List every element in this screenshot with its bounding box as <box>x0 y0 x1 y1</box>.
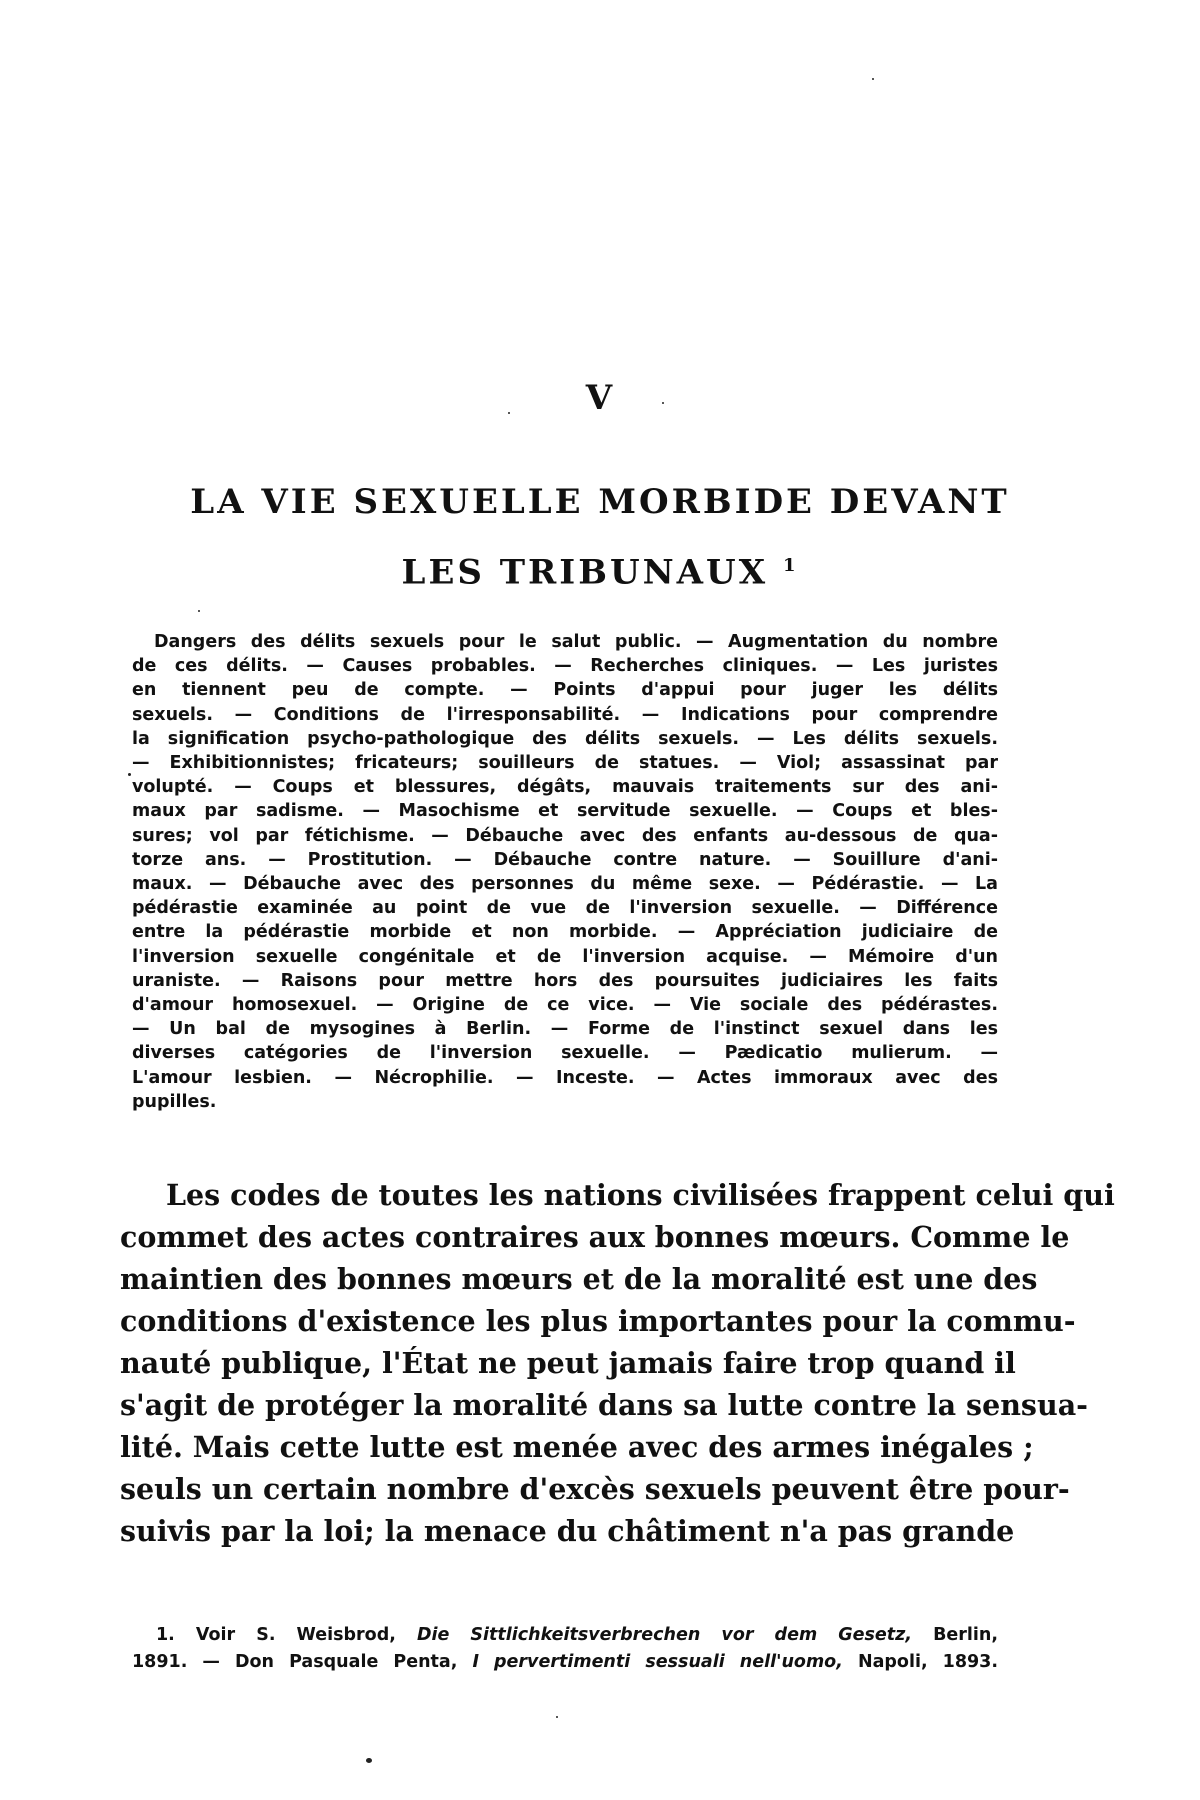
summary-line: pédérastie examinée au point de vue de l'inversion sexuelle. — Différence <box>132 898 998 919</box>
summary-line: sexuels. — Conditions de l'irresponsabilité. — Indications pour comprendre <box>132 704 998 725</box>
body-line: conditions d'existence les plus importantes pour la commu- <box>120 1304 1076 1338</box>
summary-line: torze ans. — Prostitution. — Débauche contre nature. — Souillure d'ani- <box>132 849 998 870</box>
footnote-text: Napoli, 1893. <box>857 1652 999 1672</box>
summary-line: l'inversion sexuelle congénitale et de l'inversion acquise. — Mémoire d'un <box>132 946 998 967</box>
footnote-marker: 1 <box>782 555 799 576</box>
body-line: lité. Mais cette lutte est menée avec des armes inégales ; <box>120 1430 1034 1464</box>
body-line: suivis par la loi; la menace du châtiment n'a pas grande <box>120 1514 1015 1548</box>
footnote <box>132 1622 998 1676</box>
body-line: Les codes de toutes les nations civilisées frappent celui qui <box>166 1178 1115 1212</box>
footnote-line-1 <box>132 1622 998 1649</box>
chapter-title-line-1: LA VIE SEXUELLE MORBIDE DEVANT <box>190 482 1010 522</box>
summary-line: — Un bal de mysogines à Berlin. — Forme de l'instinct sexuel dans les <box>132 1019 998 1040</box>
summary-line: de ces délits. — Causes probables. — Recherches cliniques. — Les juristes <box>132 656 998 677</box>
summary-line: — Exhibitionnistes; fricateurs; souilleurs de statues. — Viol; assassinat par <box>132 753 998 774</box>
summary-line: pupilles. <box>132 1091 217 1112</box>
print-speck <box>508 412 510 414</box>
body-line: maintien des bonnes mœurs et de la moralité est une des <box>120 1262 1038 1296</box>
summary-line: volupté. — Coups et blessures, dégâts, mauvais traitements sur des ani- <box>132 777 998 798</box>
footnote-number: 1. <box>156 1625 175 1645</box>
chapter-title-line-2 <box>0 534 1200 604</box>
summary-line: Dangers des délits sexuels pour le salut public. — Augmentation du nombre <box>154 632 998 652</box>
print-speck <box>128 773 131 776</box>
footnote-book-title: I pervertimenti sessuali nell'uomo, <box>472 1652 843 1672</box>
chapter-title-line-2-text: LES TRIBUNAUX <box>401 552 769 593</box>
print-speck <box>662 402 664 404</box>
summary-line: entre la pédérastie morbide et non morbide. — Appréciation judiciaire de <box>132 922 998 943</box>
print-speck <box>556 1716 558 1718</box>
chapter-summary <box>132 630 998 1114</box>
summary-line: diverses catégories de l'inversion sexuelle. — Pædicatio mulierum. — <box>132 1043 998 1064</box>
summary-line: maux par sadisme. — Masochisme et servitude sexuelle. — Coups et bles- <box>132 801 998 822</box>
summary-line: sures; vol par fétichisme. — Débauche avec des enfants au-dessous de qua- <box>132 825 998 846</box>
summary-line: L'amour lesbien. — Nécrophilie. — Inceste. — Actes immoraux avec des <box>132 1067 998 1088</box>
print-speck <box>198 610 200 612</box>
body-line: seuls un certain nombre d'excès sexuels peuvent être pour- <box>120 1472 1070 1506</box>
body-line: s'agit de protéger la moralité dans sa lutte contre la sensua- <box>120 1388 1088 1422</box>
summary-line: la signification psycho-pathologique des délits sexuels. — Les délits sexuels. <box>132 728 998 749</box>
body-line: nauté publique, l'État ne peut jamais faire trop quand il <box>120 1346 1016 1380</box>
footnote-text: Berlin, <box>933 1625 999 1645</box>
body-paragraph <box>120 1174 1115 1552</box>
print-speck <box>366 1758 372 1763</box>
footnote-line-2 <box>132 1649 998 1676</box>
footnote-text: Voir S. Weisbrod, <box>195 1625 396 1645</box>
body-line: commet des actes contraires aux bonnes mœurs. Comme le <box>120 1220 1070 1254</box>
footnote-text: 1891. — Don Pasquale Penta, <box>132 1652 458 1672</box>
print-speck <box>872 78 874 80</box>
summary-line: uraniste. — Raisons pour mettre hors des poursuites judiciaires les faits <box>132 970 998 991</box>
summary-line: d'amour homosexuel. — Origine de ce vice. — Vie sociale des pédérastes. <box>132 995 998 1016</box>
summary-line: en tiennent peu de compte. — Points d'appui pour juger les délits <box>132 680 998 701</box>
summary-line: maux. — Débauche avec des personnes du même sexe. — Pédérastie. — La <box>132 874 998 895</box>
chapter-number: V <box>585 378 615 418</box>
chapter-title <box>0 470 1200 604</box>
footnote-book-title: Die Sittlichkeitsverbrechen vor dem Gesetz, <box>416 1625 912 1645</box>
